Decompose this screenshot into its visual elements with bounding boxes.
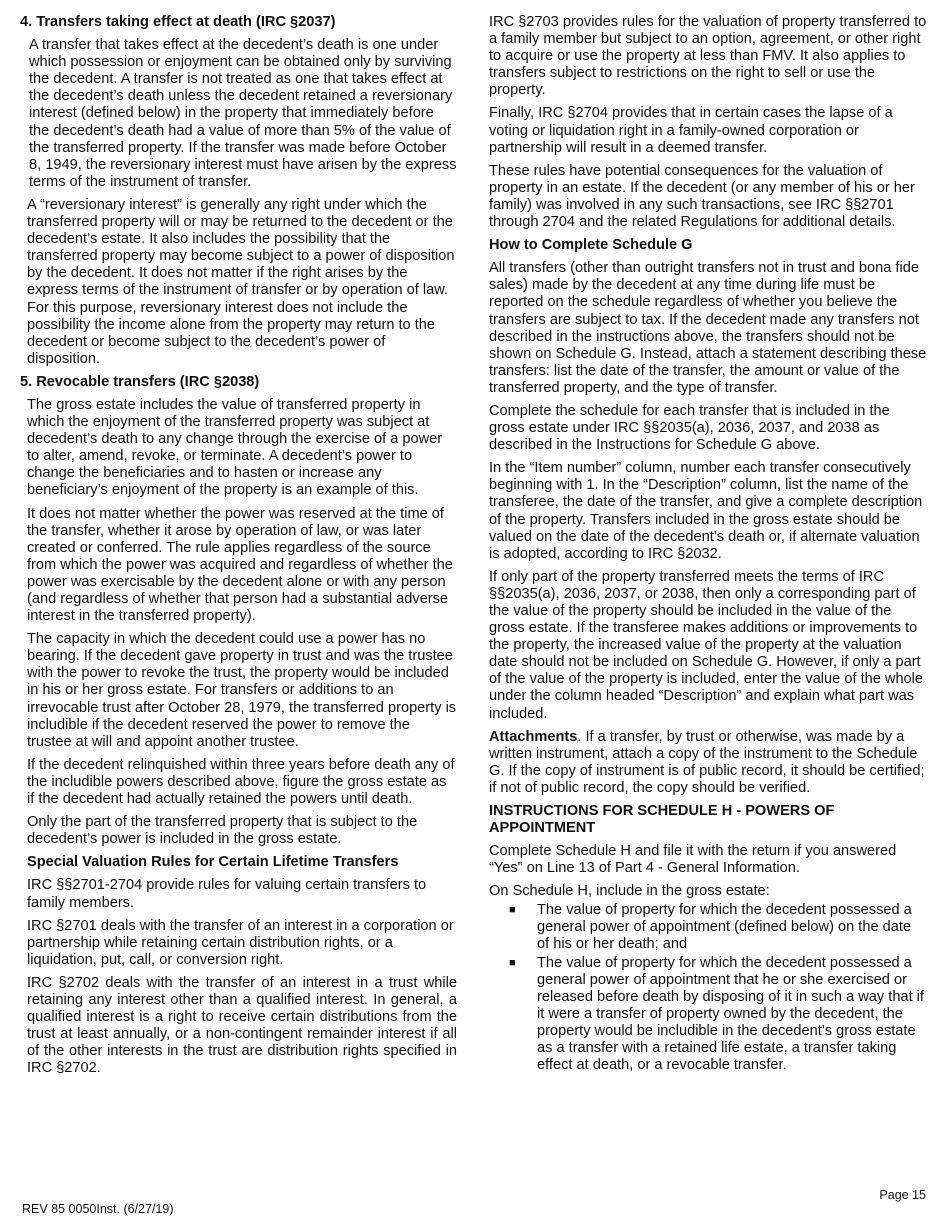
irc-2703-paragraph: IRC §2703 provides rules for the valuation of property transferred to a family member but subject to an option, agreement, or other right to acquire or use the property at less than FMV. It also applies to transfers subject to restrictions on the right to sell or use the property. [489,14,927,99]
schedule-g-paragraph-2: Complete the schedule for each transfer that is included in the gross estate under IRC §§2035(a), 2036, 2037, and 2038 as described in the Instructions for Schedule G above. [489,402,890,454]
section-5-paragraph-5: Only the part of the transferred property that is subject to the decedent’s power is included in the gross estate. [27,814,418,848]
how-to-complete-schedule-g-heading: How to Complete Schedule G [489,237,693,254]
section-5-heading: 5. Revocable transfers (IRC §2038) [20,373,260,390]
section-4-heading: 4. Transfers taking effect at death (IRC §2037) [20,14,336,30]
section-5-paragraph-2: It does not matter whether the power was reserved at the time of the transfer, whether it arose by operation of law, or was later created or conferred. The rule applies regardless of the source from which the power was acquired and regardless of whether the power was exercisable by the decedent alone or with any person (and regardless of whether that person had a substantial adverse interest in the transferred property). [27,505,453,625]
left-column [20,14,457,1083]
list-item-text: The value of property for which the decedent possessed a general power of appointment that he or she exercised or released before death by disposing of it in such a way that if it were a transfer of property owned by the decedent, the property would be includible in the decedent’s gross estate as a transfer with a retained life estate, a transfer taking effect at death, or a revocable transfer. [537,954,924,1074]
special-valuation-paragraph-2: IRC §2701 deals with the transfer of an interest in a corporation or partnership while retaining certain distribution rights, or a liquidation, put, call, or conversion right. [27,917,454,968]
list-item [489,955,927,1075]
schedule-g-paragraph-4: If only part of the property transferred meets the terms of IRC §§2035(a), 2036, 2037, or 2038, then only a corresponding part of the value of the property should be included in the value of the gross estate. If the transferee makes additions or improvements to the property, the increased value of the property at the valuation date should not be included on Schedule G. However, if only a part of the value of the property is included, enter the value of the whole under the column headed “Description” and explain what part was included. [489,568,924,722]
section-5-paragraph-3: The capacity in which the decedent could use a power has no bearing. If the decedent gave property in trust and was the trustee with the power to revoke the trust, the property would be included in his or her gross estate. For transfers or additions to an irrevocable trust after October 28, 1979, the transferred property is includible if the decedent reserved the power to remove the trustee at will and appoint another trustee. [27,631,457,750]
section-5-paragraph-1: The gross estate includes the value of transferred property in which the enjoyment of the transferred property was subject at decedent’s death to any change through the exercise of a power to alter, amend, revoke, or terminate. A decedent’s power to change the beneficiaries and to hasten or increase any beneficiary’s enjoyment of the property is an example of this. [27,396,443,499]
form-id-footer: REV 85 0050Inst. (6/27/19) [22,1202,174,1216]
special-valuation-paragraph-1: IRC §§2701-2704 provide rules for valuing certain transfers to family members. [27,877,427,911]
attachments-paragraph [489,729,927,797]
valuation-consequences-paragraph: These rules have potential consequences for the valuation of property in an estate. If the decedent (or any member of his or her family) was involved in any such transactions, see IRC §§2701 through 2704 and the related Regulations for additional details. [489,162,915,231]
attachments-label: Attachments [489,728,578,745]
special-valuation-paragraph-3: IRC §2702 deals with the transfer of an interest in a trust while retaining any interest other than a qualified interest. In general, a qualified interest is a right to receive certain distributions from the trust at least annually, or a non-contingent remainder interest if all of the other interests in the trust are distribution rights specified in IRC §2702. [27,974,457,1077]
schedule-h-paragraph-2: On Schedule H, include in the gross estate: [489,883,770,900]
schedule-h-bullet-list [489,902,927,1075]
schedule-h-paragraph-1: Complete Schedule H and file it with the return if you answered “Yes” on Line 13 of Part 4 - General Information. [489,843,897,877]
section-5-paragraph-4: If the decedent relinquished within three years before death any of the includible powers described above, figure the gross estate as if the decedent had actually retained the powers until death. [27,756,455,808]
section-4-paragraph-1: A transfer that takes effect at the decedent’s death is one under which possession or enjoyment can be obtained only by surviving the decedent. A transfer is not treated as one that takes effect at the decedent’s death unless the decedent retained a reversionary interest (defined below) in the property that immediately before the decedent’s death had a value of more than 5% of the value of the transferred property. If the transfer was made before October 8, 1949, the reversionary interest must have arisen by the express terms of the instrument of transfer. [29,37,457,190]
section-4-paragraph-2: A “reversionary interest” is generally any right under which the transferred property will or may be returned to the decedent or the decedent’s estate. It also includes the possibility that the transferred property may become subject to a power of disposition by the decedent. It does not matter if the right arises by the express terms of the instrument of transfer or by operation of law. For this purpose, reversionary interest does not include the possibility the income alone from the property may return to the decedent or become subject to the decedent’s power of disposition. [27,196,455,367]
irc-2704-paragraph: Finally, IRC §2704 provides that in certain cases the lapse of a voting or liquidation right in a family-owned corporation or partnership will result in a deemed transfer. [489,105,893,156]
special-valuation-heading: Special Valuation Rules for Certain Lifetime Transfers [27,854,399,871]
list-item-text: The value of property for which the decedent possessed a general power of appointment (defined below) on the date of his or her death; and [537,901,912,952]
schedule-g-paragraph-1: All transfers (other than outright transfers not in trust and bona fide sales) made by the decedent at any time during life must be reported on the schedule regardless of whether you believe the transfers are subject to tax. If the decedent made any transfers not described in the instructions above, the transfers should not be shown on Schedule G. Instead, attach a statement describing these transfers: list the date of the transfer, the amount or value of the transferred property, and the type of transfer. [489,260,927,396]
page-number: Page 15 [879,1188,926,1202]
right-column [489,14,927,1076]
square-bullet-icon: ■ [509,903,516,916]
list-item [489,902,927,953]
schedule-g-paragraph-3: In the “Item number” column, number each transfer consecutively beginning with 1. In the “Description” column, list the name of the transferee, the date of the transfer, and give a complete description of the property. Transfers included in the gross estate should be valued on the date of the decedent’s death or, if alternate valuation is adopted, according to IRC §2032. [489,460,923,562]
schedule-h-heading: INSTRUCTIONS FOR SCHEDULE H - POWERS OF APPOINTMENT [489,803,835,837]
square-bullet-icon: ■ [509,956,516,969]
attachments-text: . If a transfer, by trust or otherwise, was made by a written instrument, attach a copy of the instrument to the Schedule G. If the copy of instrument is of public record, it should be certified; if not of public record, the copy should be verified. [489,728,925,796]
